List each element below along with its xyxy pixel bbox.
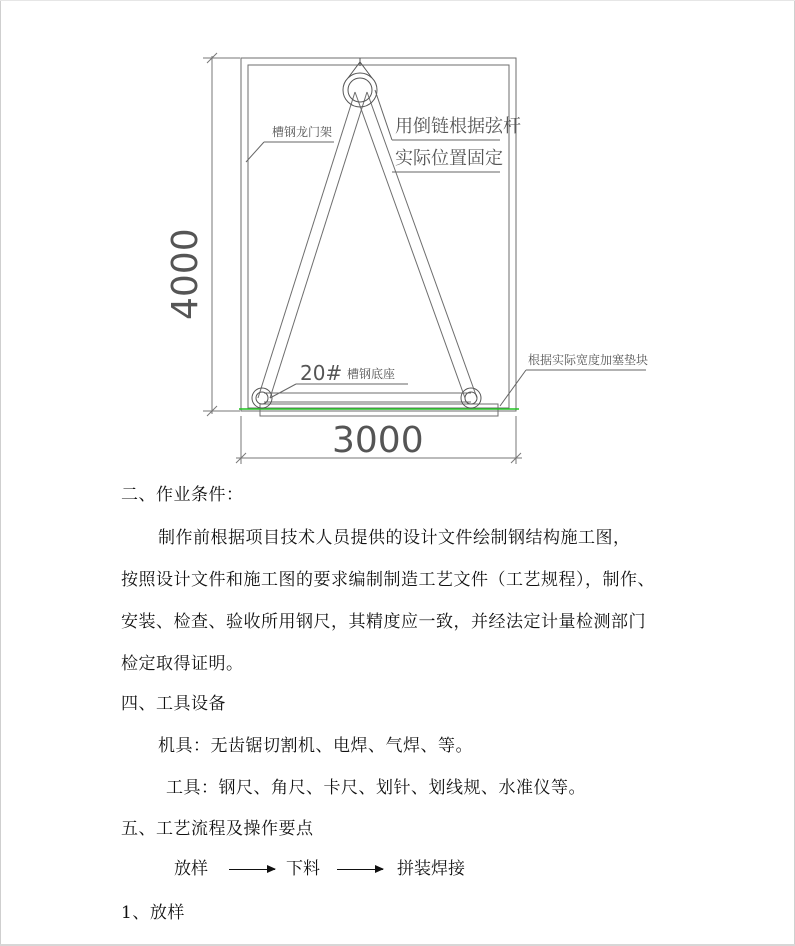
flow-arrow-2 (337, 869, 383, 870)
height-dimension-label: 4000 (165, 228, 206, 320)
flow-step-assembly-welding: 拼装焊接 (397, 859, 465, 879)
channel-base (241, 404, 516, 416)
base-leader (270, 384, 408, 398)
section5-heading: 五、工艺流程及操作要点 (121, 819, 314, 839)
gantry-leader (246, 142, 334, 162)
shim-label: 根据实际宽度加塞垫块 (528, 353, 649, 367)
flow-step-cutting: 下料 (286, 859, 320, 879)
gantry-frame-drawing (0, 0, 795, 470)
section4-heading: 四、工具设备 (121, 694, 226, 714)
section2-paragraph-line1: 制作前根据项目技术人员提供的设计文件绘制钢结构施工图， (158, 528, 631, 548)
width-dimension-label: 3000 (332, 420, 424, 461)
gantry-label: 槽钢龙门架 (272, 125, 333, 139)
section2-paragraph-line4: 检定取得证明。 (121, 654, 244, 674)
roller-left (252, 388, 272, 408)
hoist-note-line1: 用倒链根据弦杆 (395, 116, 521, 137)
section2-heading: 二、作业条件： (121, 485, 244, 505)
subsection-layout-heading: 1、放样 (121, 903, 185, 923)
hoist-note-line2: 实际位置固定 (395, 148, 503, 169)
roller-right (461, 388, 481, 408)
tools-line: 工具：钢尺、角尺、卡尺、划针、划线规、水准仪等。 (166, 778, 586, 798)
shim-leader (500, 370, 646, 406)
machines-line: 机具：无齿锯切割机、电焊、气焊、等。 (158, 736, 473, 756)
base-number-label: 20# (300, 361, 343, 385)
section2-paragraph-line2: 按照设计文件和施工图的要求编制制造工艺文件（工艺规程），制作、 (121, 570, 655, 590)
flow-step-layout: 放样 (174, 859, 208, 879)
base-label: 槽钢底座 (347, 367, 396, 381)
section2-paragraph-line3: 安装、检查、验收所用钢尺，其精度应一致，并经法定计量检测部门 (121, 612, 646, 632)
flow-arrow-1 (229, 869, 275, 870)
height-dimension (203, 53, 240, 416)
